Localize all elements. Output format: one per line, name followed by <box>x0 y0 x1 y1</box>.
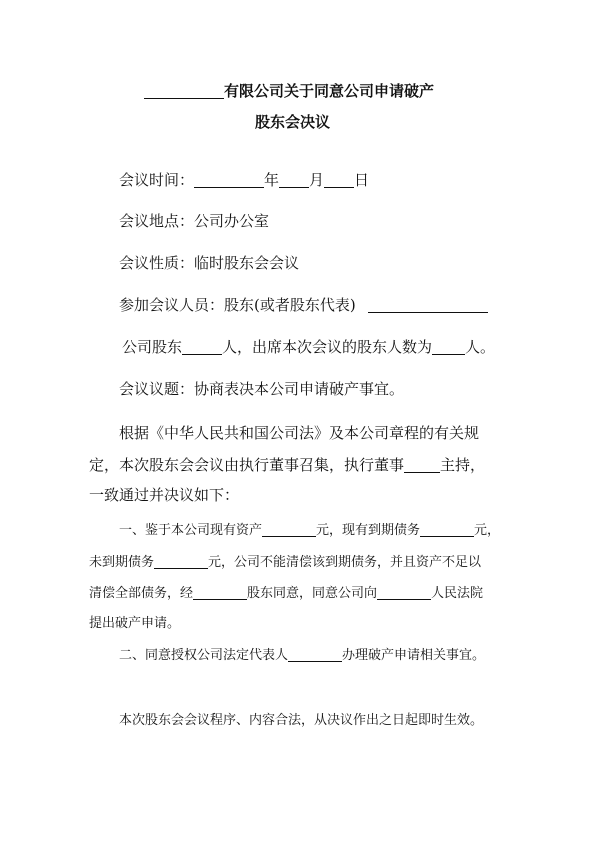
basis-line-2 <box>89 454 485 475</box>
day-label: 日 <box>354 171 370 189</box>
item1-line-1 <box>119 519 500 538</box>
item2-pre: 二、同意授权公司法定代表人 <box>119 648 289 663</box>
due-debt-blank <box>420 523 474 537</box>
item1-l3-b: 股东同意，同意公司向 <box>247 586 378 601</box>
item1-l2-b: 元，公司不能清偿该到期债务，并且资产不足以 <box>208 555 482 570</box>
month-label: 月 <box>309 171 325 189</box>
meeting-time-label: 会议时间： <box>119 171 195 189</box>
title-line-1 <box>144 80 434 101</box>
meeting-time <box>119 169 369 190</box>
year-label: 年 <box>264 171 280 189</box>
shareholder-consent-blank <box>193 586 247 600</box>
month-blank <box>279 172 309 188</box>
item2-line <box>119 644 485 663</box>
item1-line-2 <box>89 551 481 570</box>
item1-l1-b: 元，现有到期债务 <box>316 523 421 538</box>
shareholder-middle: 人，出席本次会议的股东人数为 <box>222 338 433 356</box>
assets-blank <box>262 523 316 537</box>
item1-l2-a: 未到期债务 <box>89 555 155 570</box>
item1-l3-a: 清偿全部债务，经 <box>89 586 194 601</box>
shareholder-present-blank <box>432 339 465 355</box>
attendees-blank <box>368 297 488 313</box>
basis-line-2-post: 主持， <box>440 456 486 474</box>
basis-line-3: 一致通过并决议如下： <box>89 486 240 504</box>
attendees <box>119 294 488 315</box>
item1-l1-a: 一、鉴于本公司现有资产 <box>119 523 263 538</box>
meeting-place: 会议地点：公司办公室 <box>119 212 270 230</box>
company-name-blank <box>144 83 224 99</box>
basis-line-1: 根据《中华人民共和国公司法》及本公司章程的有关规 <box>119 424 480 442</box>
year-blank <box>194 172 264 188</box>
item1-line-4: 提出破产申请。 <box>89 616 181 631</box>
shareholder-count <box>122 336 495 357</box>
item1-l1-c: 元， <box>474 523 501 538</box>
day-blank <box>324 172 354 188</box>
item1-l3-c: 人民法院 <box>431 586 484 601</box>
closing-statement: 本次股东会会议程序、内容合法，从决议作出之日起即时生效。 <box>119 713 484 728</box>
court-blank <box>377 586 431 600</box>
director-blank <box>404 457 440 473</box>
legal-rep-blank <box>288 648 342 662</box>
meeting-topic: 会议议题：协商表决本公司申请破产事宜。 <box>119 380 405 398</box>
meeting-nature: 会议性质：临时股东会会议 <box>119 254 300 272</box>
item2-post: 办理破产申请相关事宜。 <box>342 648 486 663</box>
shareholder-total-blank <box>182 339 222 355</box>
basis-line-2-pre: 定，本次股东会会议由执行董事召集，执行董事 <box>89 456 405 474</box>
title-line-1-text: 有限公司关于同意公司申请破产 <box>224 82 435 100</box>
attendees-label: 参加会议人员：股东(或者股东代表) <box>119 296 356 314</box>
shareholder-suffix: 人。 <box>465 338 496 356</box>
item1-line-3 <box>89 582 483 601</box>
shareholder-prefix: 公司股东 <box>122 338 183 356</box>
undue-debt-blank <box>154 555 208 569</box>
title-line-2: 股东会决议 <box>255 113 331 131</box>
